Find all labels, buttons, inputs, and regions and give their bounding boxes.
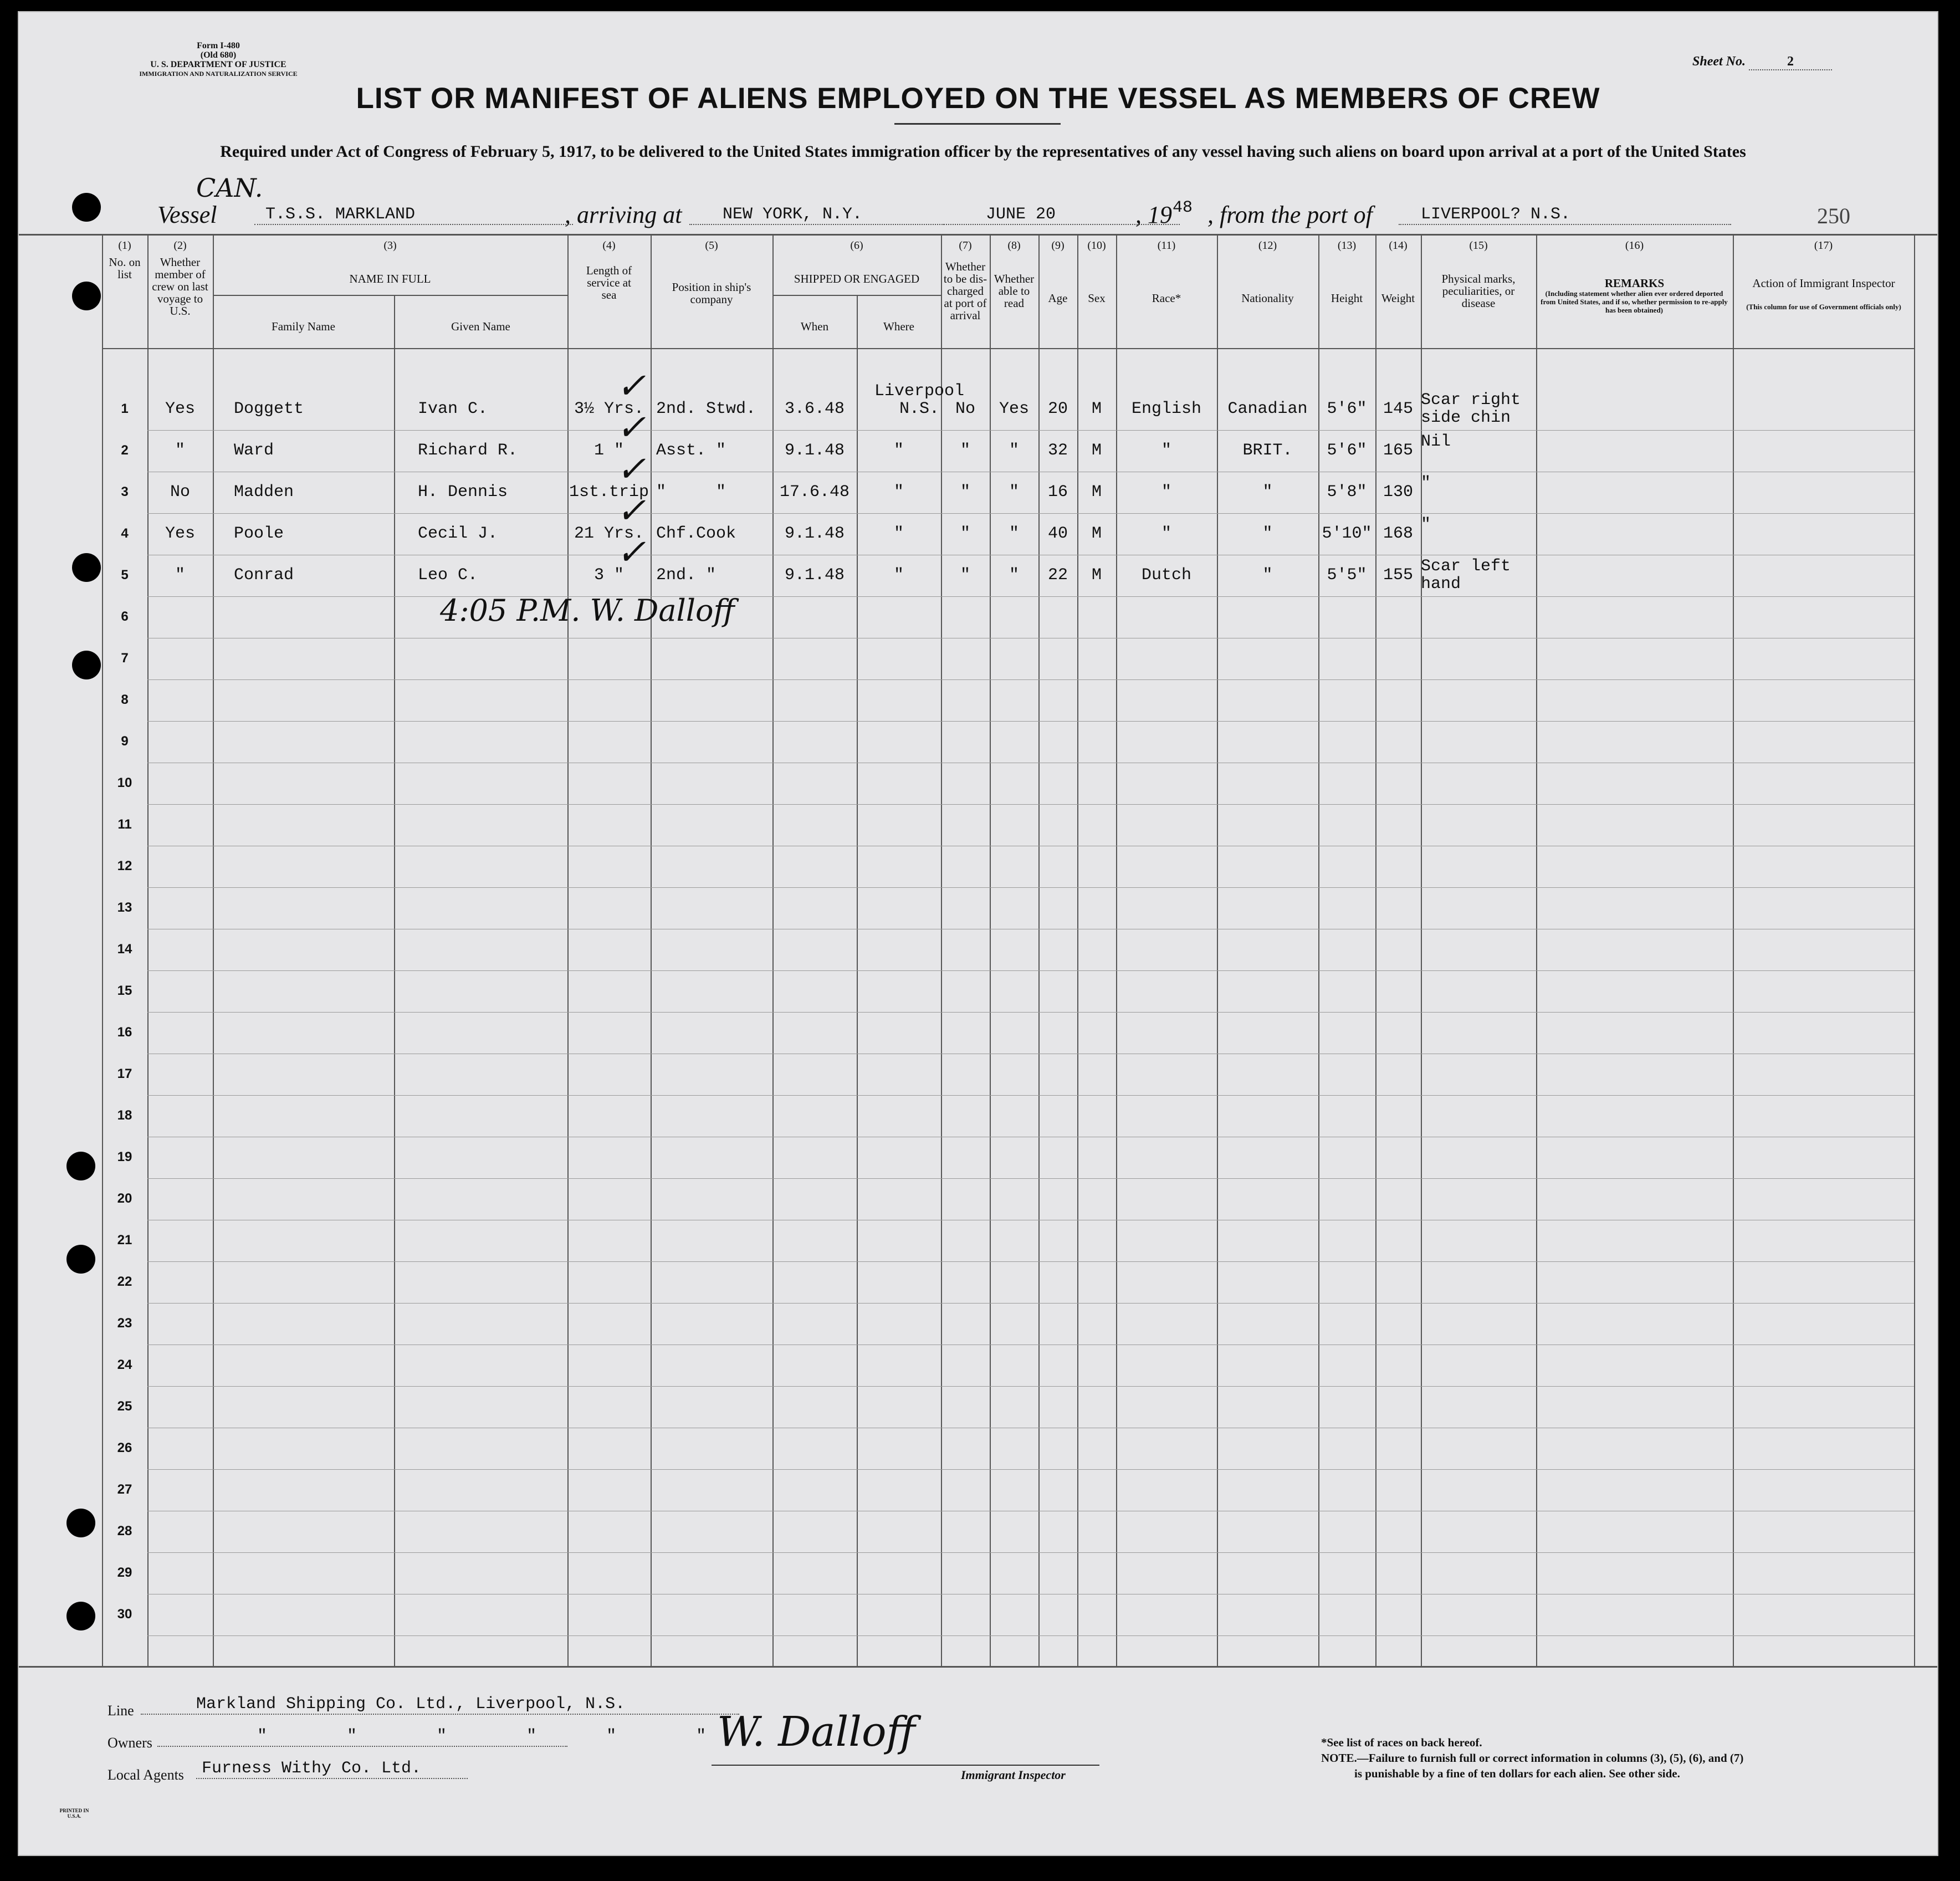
row-rule	[147, 721, 1914, 722]
inspector-signature: W. Dalloff	[717, 1708, 915, 1756]
header-bottom-rule	[102, 348, 1914, 349]
col-number: (8)	[1007, 239, 1021, 252]
col-rule	[213, 234, 214, 1667]
row-number: 24	[117, 1357, 132, 1372]
col-rule	[102, 234, 103, 1667]
col-rule	[1733, 234, 1734, 1667]
cell-discharged: "	[960, 441, 970, 460]
year-prefix: , 19	[1135, 201, 1172, 228]
cell-sex: M	[1091, 566, 1102, 585]
cell-race: Dutch	[1141, 566, 1191, 585]
row-number: 13	[117, 900, 132, 915]
arriving-port: NEW YORK, N.Y.	[689, 205, 944, 225]
cell-age: 22	[1047, 566, 1068, 585]
from-port: LIVERPOOL? N.S.	[1399, 205, 1731, 225]
cell-sex: M	[1091, 524, 1102, 543]
cell-read: Yes	[999, 400, 1029, 418]
cell-marks: Nil	[1421, 432, 1451, 451]
row-number: 20	[117, 1191, 132, 1206]
cell-height: 5'5"	[1327, 566, 1367, 585]
cell-weight: 155	[1383, 566, 1413, 585]
arriving-label: , arriving at	[565, 201, 682, 228]
cell-service: 1 "	[593, 441, 624, 460]
row-number: 28	[117, 1524, 132, 1538]
cell-height: 5'10"	[1322, 524, 1372, 543]
row-number: 17	[117, 1066, 132, 1081]
cell-read: "	[1009, 524, 1019, 543]
row-number: 2	[121, 443, 129, 458]
cell-nationality: "	[1262, 483, 1273, 502]
row-number: 30	[117, 1607, 132, 1622]
punch-hole	[66, 1152, 95, 1180]
col-number: (12)	[1258, 239, 1277, 252]
row-rule	[147, 513, 1914, 514]
row-rule	[147, 1261, 1914, 1262]
header-shipped-engaged: SHIPPED OR ENGAGED	[794, 272, 920, 285]
sheet-label: Sheet No.	[1692, 54, 1746, 69]
cell-read: "	[1009, 441, 1019, 460]
inspector-label: Immigrant Inspector	[961, 1768, 1066, 1782]
cell-marks: "	[1421, 474, 1431, 493]
cell-height: 5'6"	[1327, 441, 1367, 460]
row-number: 6	[121, 609, 129, 624]
cell-where: Liverpool N.S.	[874, 382, 965, 418]
header-when: When	[800, 320, 829, 333]
cell-height: 5'6"	[1327, 400, 1367, 418]
handwritten-initials: W. Dalloff	[590, 593, 735, 628]
row-number: 22	[117, 1274, 132, 1289]
cell-read: "	[1009, 566, 1019, 585]
row-rule	[147, 1303, 1914, 1304]
col-rule	[394, 295, 395, 1667]
cell-age: 16	[1047, 483, 1068, 502]
header-action-note: (This column for use of Government officials only)	[1746, 303, 1901, 311]
col-rule	[651, 234, 652, 1667]
col-number: (10)	[1087, 239, 1106, 252]
cell-family: Doggett	[234, 400, 304, 418]
col-rule	[1914, 234, 1915, 1667]
cell-member: No	[170, 483, 190, 502]
name-subheader-rule	[213, 295, 567, 296]
cell-position: 2nd. "	[656, 566, 717, 585]
stamp-number: 250	[1817, 203, 1850, 228]
local-agents-value: Furness Withy Co. Ltd.	[196, 1759, 468, 1779]
vessel-name: T.S.S. MARKLAND	[254, 205, 573, 225]
cell-given: Leo C.	[418, 566, 478, 585]
checkmark-icon: ✓	[616, 407, 646, 448]
col-number: (17)	[1814, 239, 1833, 252]
department-name: U. S. DEPARTMENT OF JUSTICE	[150, 60, 286, 69]
handwritten-nationality-note: CAN.	[196, 173, 263, 203]
line-value: Markland Shipping Co. Ltd., Liverpool, N.S.	[141, 1695, 739, 1715]
header-where: Where	[883, 320, 914, 333]
cell-race: "	[1161, 441, 1171, 460]
title-rule	[894, 123, 1061, 125]
row-number: 26	[117, 1440, 132, 1455]
row-rule	[147, 804, 1914, 805]
cell-member: "	[175, 566, 185, 585]
cell-where: "	[893, 441, 904, 460]
row-number: 27	[117, 1482, 132, 1497]
cell-age: 40	[1047, 524, 1068, 543]
cell-member: Yes	[165, 400, 195, 418]
cell-family: Poole	[234, 524, 284, 543]
row-rule	[147, 1635, 1914, 1636]
row-rule	[147, 1095, 1914, 1096]
row-rule	[147, 596, 1914, 597]
cell-age: 32	[1047, 441, 1068, 460]
cell-race: "	[1161, 524, 1171, 543]
cell-sex: M	[1091, 400, 1102, 418]
cell-given: Ivan C.	[418, 400, 488, 418]
row-rule	[147, 679, 1914, 680]
row-number: 8	[121, 692, 129, 707]
cell-nationality: "	[1262, 566, 1273, 585]
punch-hole	[72, 282, 101, 310]
cell-when: 3.6.48	[784, 400, 845, 418]
cell-weight: 165	[1383, 441, 1413, 460]
row-number: 3	[121, 484, 129, 499]
col-number: (7)	[959, 239, 972, 252]
cell-nationality: Canadian	[1227, 400, 1308, 418]
cell-service: 1st.trip	[569, 483, 649, 502]
punch-hole	[72, 651, 101, 679]
col-number: (16)	[1625, 239, 1644, 252]
row-number: 25	[117, 1399, 132, 1414]
header-action: Action of Immigrant Inspector	[1752, 277, 1895, 290]
checkmark-icon: ✓	[616, 449, 646, 490]
header-race: Race*	[1152, 292, 1181, 305]
cell-discharged: No	[955, 400, 975, 418]
row-number: 4	[121, 526, 129, 541]
col-number: (6)	[850, 239, 863, 252]
cell-discharged: "	[960, 483, 970, 502]
cell-given: Richard R.	[418, 441, 518, 460]
local-agents-label: Local Agents	[108, 1767, 184, 1783]
from-port-label: , from the port of	[1207, 201, 1373, 228]
header-given-name: Given Name	[451, 320, 510, 333]
printed-mark: PRINTED IN U.S.A.	[59, 1808, 89, 1819]
row-number: 23	[117, 1316, 132, 1331]
cell-service: 21 Yrs.	[574, 524, 644, 543]
cell-age: 20	[1047, 400, 1068, 418]
row-number: 19	[117, 1149, 132, 1164]
cell-family: Conrad	[234, 566, 294, 585]
table-bottom-rule	[19, 1666, 1937, 1668]
handwritten-time: 4:05 P.M.	[440, 593, 581, 628]
cell-where: "	[893, 566, 904, 585]
page-subtitle: Required under Act of Congress of February 5, 1917, to be delivered to the United States immigration officer by the representatives of any vessel having such aliens on board upon arrival at a port of the United States	[220, 142, 1746, 161]
row-number: 18	[117, 1108, 132, 1123]
punch-hole	[66, 1602, 95, 1630]
cell-member: "	[175, 441, 185, 460]
row-rule	[147, 887, 1914, 888]
col-number: (1)	[118, 239, 131, 252]
header-height: Height	[1330, 292, 1363, 305]
cell-family: Madden	[234, 483, 294, 502]
header-age: Age	[1048, 292, 1068, 305]
row-rule	[147, 1178, 1914, 1179]
header-weight: Weight	[1381, 292, 1415, 305]
cell-member: Yes	[165, 524, 195, 543]
sheet-value: 2	[1749, 54, 1832, 70]
col-number: (2)	[173, 239, 187, 252]
punch-hole	[66, 1245, 95, 1274]
header-remarks: REMARKS	[1604, 277, 1665, 290]
service-name: IMMIGRATION AND NATURALIZATION SERVICE	[139, 70, 298, 78]
checkmark-icon: ✓	[616, 490, 646, 531]
owners-label: Owners	[108, 1735, 152, 1751]
col-number: (13)	[1337, 239, 1357, 252]
header-remarks-note: (Including statement whether alien ever ordered deported from United States, and if so, whether permission to re-apply has been obtained)	[1541, 289, 1728, 314]
punch-hole	[72, 553, 101, 582]
header-length-service: Length of service at sea	[586, 264, 632, 301]
cell-weight: 145	[1383, 400, 1413, 418]
row-rule	[147, 1469, 1914, 1470]
header-no-on-list: No. on list	[109, 255, 141, 281]
row-number: 15	[117, 983, 132, 998]
page-title: LIST OR MANIFEST OF ALIENS EMPLOYED ON THE VESSEL AS MEMBERS OF CREW	[356, 82, 1600, 115]
cell-family: Ward	[234, 441, 274, 460]
penalty-note-line1: NOTE.—Failure to furnish full or correct information in columns (3), (5), (6), and (7)	[1321, 1751, 1744, 1765]
col-number: (9)	[1051, 239, 1065, 252]
form-identifier	[102, 41, 335, 79]
arrival-year: 48	[1173, 198, 1193, 217]
header-position: Position in ship's company	[672, 280, 751, 306]
cell-position: 2nd. Stwd.	[656, 400, 756, 418]
table-top-rule	[19, 234, 1937, 236]
races-note: *See list of races on back hereof.	[1321, 1736, 1482, 1749]
row-number: 7	[121, 651, 129, 666]
cell-position: " "	[656, 483, 726, 502]
row-number: 12	[117, 858, 132, 873]
form-old-number: (Old 680)	[200, 50, 237, 60]
col-number: (4)	[602, 239, 616, 252]
cell-position: Chf.Cook	[656, 524, 736, 543]
cell-weight: 130	[1383, 483, 1413, 502]
header-name-in-full: NAME IN FULL	[349, 272, 431, 285]
sheet-number	[1692, 54, 1832, 70]
row-rule	[147, 1386, 1914, 1387]
cell-sex: M	[1091, 483, 1102, 502]
cell-height: 5'8"	[1327, 483, 1367, 502]
cell-where: "	[893, 483, 904, 502]
cell-when: 9.1.48	[784, 524, 845, 543]
cell-race: English	[1131, 400, 1202, 418]
row-number: 21	[117, 1233, 132, 1248]
vessel-line	[157, 198, 1903, 234]
cell-nationality: BRIT.	[1242, 441, 1293, 460]
row-number: 11	[117, 817, 132, 832]
cell-given: H. Dennis	[418, 483, 508, 502]
col-number: (11)	[1157, 239, 1176, 252]
header-discharged: Whether to be dis-charged at port of arrival	[943, 260, 987, 322]
header-sex: Sex	[1088, 292, 1106, 305]
row-rule	[147, 1552, 1914, 1553]
row-number: 9	[121, 734, 129, 749]
manifest-sheet	[18, 11, 1938, 1856]
cell-discharged: "	[960, 566, 970, 585]
cell-discharged: "	[960, 524, 970, 543]
row-number: 10	[117, 775, 132, 790]
row-number: 16	[117, 1025, 132, 1040]
punch-hole	[66, 1509, 95, 1537]
col-number: (14)	[1389, 239, 1408, 252]
cell-weight: 168	[1383, 524, 1413, 543]
row-number: 5	[121, 568, 129, 582]
header-member-last-voyage: Whether member of crew on last voyage to U.S.	[152, 255, 208, 318]
cell-nationality: "	[1262, 524, 1273, 543]
signature-rule	[712, 1765, 1099, 1766]
form-number: Form I-480	[197, 41, 240, 50]
punch-hole	[72, 193, 101, 222]
arrival-date: JUNE 20	[930, 205, 1180, 225]
cell-race: "	[1161, 483, 1171, 502]
header-nationality: Nationality	[1241, 292, 1294, 305]
cell-where: "	[893, 524, 904, 543]
col-number: (5)	[705, 239, 718, 252]
penalty-note-line2: is punishable by a fine of ten dollars for each alien. See other side.	[1354, 1767, 1680, 1780]
row-rule	[147, 1012, 1914, 1013]
line-label: Line	[108, 1703, 134, 1719]
cell-when: 9.1.48	[784, 441, 845, 460]
header-able-to-read: Whether able to read	[994, 272, 1035, 310]
col-number: (3)	[383, 239, 397, 252]
header-physical-marks: Physical marks, peculiarities, or disease	[1441, 272, 1516, 310]
cell-given: Cecil J.	[418, 524, 498, 543]
handwritten-time-note	[440, 593, 735, 628]
header-family-name: Family Name	[272, 320, 335, 333]
vessel-label: Vessel	[157, 201, 217, 228]
row-number: 29	[117, 1565, 132, 1580]
cell-marks: "	[1421, 515, 1431, 534]
col-number: (15)	[1469, 239, 1488, 252]
cell-position: Asst. "	[656, 441, 726, 460]
row-number: 14	[117, 942, 132, 957]
owners-value: " " " " " "	[157, 1727, 567, 1747]
cell-service: 3 "	[593, 566, 624, 585]
checkmark-icon: ✓	[616, 366, 646, 407]
cell-when: 9.1.48	[784, 566, 845, 585]
cell-service: 3½ Yrs.	[574, 400, 644, 418]
cell-when: 17.6.48	[779, 483, 850, 502]
cell-sex: M	[1091, 441, 1102, 460]
row-rule	[147, 970, 1914, 971]
cell-marks: Scar left hand	[1421, 557, 1511, 594]
cell-read: "	[1009, 483, 1019, 502]
checkmark-icon: ✓	[616, 532, 646, 573]
row-number: 1	[121, 401, 129, 416]
row-rule	[147, 430, 1914, 431]
cell-marks: Scar right side chin	[1421, 391, 1521, 427]
col-rule	[1536, 234, 1537, 1667]
